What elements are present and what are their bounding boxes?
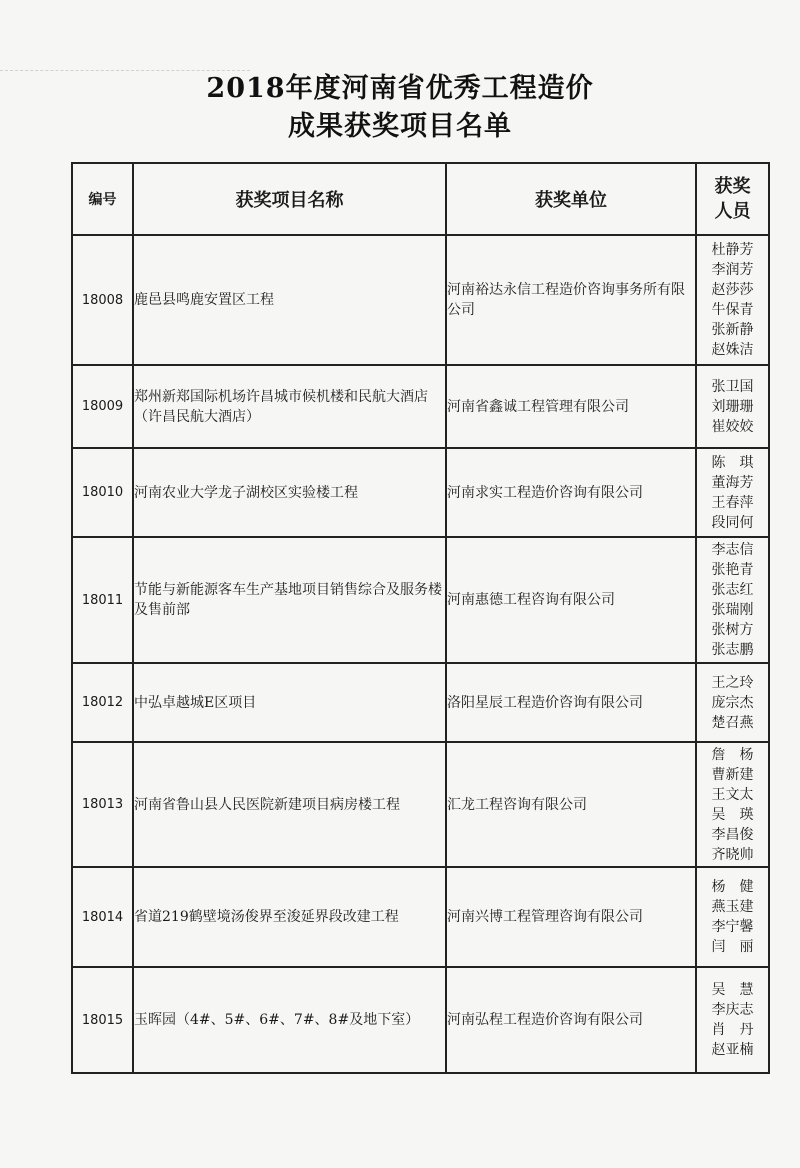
header-project: 获奖项目名称 xyxy=(133,163,446,235)
header-unit: 获奖单位 xyxy=(446,163,696,235)
row-project-name: 节能与新能源客车生产基地项目销售综合及服务楼及售前部 xyxy=(133,537,446,663)
table-row xyxy=(72,448,769,537)
person-name: 段同何 xyxy=(711,514,754,531)
row-project-name: 中弘卓越城E区项目 xyxy=(133,663,446,742)
header-people-line-2: 人员 xyxy=(714,201,751,222)
person-name: 詹 杨 xyxy=(711,746,754,763)
person-name: 张志红 xyxy=(711,582,754,598)
row-id: 18009 xyxy=(72,365,133,448)
person-name: 李宁馨 xyxy=(711,919,754,935)
row-award-unit: 河南惠德工程咨询有限公司 xyxy=(446,537,696,663)
table-row xyxy=(72,663,769,742)
person-name: 曹新建 xyxy=(711,766,754,783)
row-award-unit: 河南弘程工程造价咨询有限公司 xyxy=(446,967,696,1073)
person-name: 王文太 xyxy=(711,786,754,803)
row-project-name: 省道219鹤壁境汤俊界至浚延界段改建工程 xyxy=(133,867,446,967)
table-row xyxy=(72,742,769,867)
row-award-people xyxy=(696,663,769,742)
row-id: 18011 xyxy=(72,537,133,663)
person-name: 赵亚楠 xyxy=(711,1042,754,1058)
person-name: 李润芳 xyxy=(711,262,754,278)
person-name: 王春萍 xyxy=(711,494,754,511)
person-name: 张卫国 xyxy=(711,378,754,395)
person-name: 楚召燕 xyxy=(711,714,754,731)
row-award-people xyxy=(696,365,769,448)
row-project-name: 河南农业大学龙子湖校区实验楼工程 xyxy=(133,448,446,537)
person-name: 陈 琪 xyxy=(711,454,754,471)
person-name: 闫 丽 xyxy=(711,939,754,955)
row-id: 18010 xyxy=(72,448,133,537)
row-award-people xyxy=(696,742,769,867)
person-name: 王之玲 xyxy=(711,674,754,691)
table-row xyxy=(72,967,769,1073)
person-name: 张新静 xyxy=(711,322,754,338)
header-people xyxy=(696,163,769,235)
table-row xyxy=(72,867,769,967)
person-name: 李庆志 xyxy=(711,1002,754,1018)
row-award-unit: 洛阳星辰工程造价咨询有限公司 xyxy=(446,663,696,742)
person-name: 董海芳 xyxy=(711,474,754,491)
row-award-people xyxy=(696,867,769,967)
awards-table xyxy=(71,162,770,1074)
row-award-unit: 河南省鑫诚工程管理有限公司 xyxy=(446,365,696,448)
person-name: 杜静芳 xyxy=(711,242,754,258)
person-name: 张瑞刚 xyxy=(711,602,754,618)
person-name: 刘珊珊 xyxy=(711,398,754,415)
header-people-line-1: 获奖 xyxy=(714,176,751,197)
person-name: 赵姝洁 xyxy=(711,342,754,358)
row-project-name: 河南省鲁山县人民医院新建项目病房楼工程 xyxy=(133,742,446,867)
person-name: 杨 健 xyxy=(711,879,754,895)
person-name: 张志鹏 xyxy=(711,642,754,658)
person-name: 张艳青 xyxy=(711,562,754,578)
person-name: 李昌俊 xyxy=(711,826,754,843)
person-name: 张树方 xyxy=(711,622,754,638)
row-award-unit: 汇龙工程咨询有限公司 xyxy=(446,742,696,867)
person-name: 崔姣姣 xyxy=(711,418,754,435)
table-row xyxy=(72,365,769,448)
row-project-name: 鹿邑县鸣鹿安置区工程 xyxy=(133,235,446,365)
row-project-name: 玉晖园（4#、5#、6#、7#、8#及地下室） xyxy=(133,967,446,1073)
header-id: 编号 xyxy=(72,163,133,235)
person-name: 肖 丹 xyxy=(711,1022,754,1038)
person-name: 赵莎莎 xyxy=(711,282,754,298)
row-award-unit: 河南求实工程造价咨询有限公司 xyxy=(446,448,696,537)
row-award-people xyxy=(696,967,769,1073)
row-project-name: 郑州新郑国际机场许昌城市候机楼和民航大酒店（许昌民航大酒店） xyxy=(133,365,446,448)
table-header-row xyxy=(72,163,769,235)
row-id: 18014 xyxy=(72,867,133,967)
row-award-people xyxy=(696,537,769,663)
person-name: 牛保青 xyxy=(711,302,754,318)
row-id: 18012 xyxy=(72,663,133,742)
row-award-people xyxy=(696,235,769,365)
row-award-unit: 河南兴博工程管理咨询有限公司 xyxy=(446,867,696,967)
document-title-line-1: 2018年度河南省优秀工程造价 xyxy=(206,73,594,104)
person-name: 燕玉建 xyxy=(711,899,754,915)
table-row xyxy=(72,235,769,365)
table-row xyxy=(72,537,769,663)
row-id: 18015 xyxy=(72,967,133,1073)
row-award-people xyxy=(696,448,769,537)
row-award-unit: 河南裕达永信工程造价咨询事务所有限公司 xyxy=(446,235,696,365)
person-name: 齐晓帅 xyxy=(711,846,754,863)
person-name: 吴 慧 xyxy=(711,982,754,998)
person-name: 李志信 xyxy=(711,542,754,558)
person-name: 吴 瑛 xyxy=(711,806,754,823)
row-id: 18013 xyxy=(72,742,133,867)
document-title-line-2: 成果获奖项目名单 xyxy=(288,111,512,142)
person-name: 庞宗杰 xyxy=(711,694,754,711)
row-id: 18008 xyxy=(72,235,133,365)
